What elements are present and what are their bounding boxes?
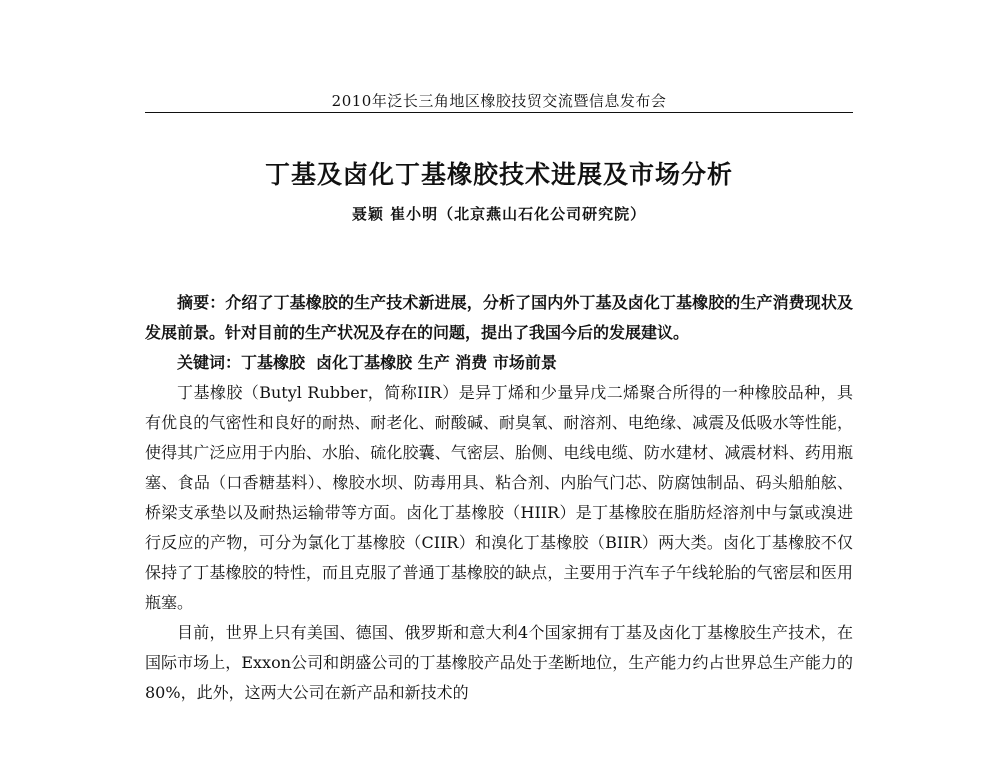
conference-header: 2010年泛长三角地区橡胶技贸交流暨信息发布会 [331,92,667,110]
keywords [145,348,853,378]
abstract [145,288,853,348]
header-rule [145,112,853,113]
keywords-label: 关键词： [177,353,242,372]
body-paragraph-1: 丁基橡胶（Butyl Rubber，简称IIR）是异丁烯和少量异戊二烯聚合所得的一种橡胶品种，具有优良的气密性和良好的耐热、耐老化、耐酸碱、耐臭氧、耐溶剂、电绝缘、减震及低吸水等性能，使得其广泛应用于内胎、水胎、硫化胶囊、气密层、胎侧、电线电缆、防水建材、减震材料、药用瓶塞、食品（口香糖基料）、橡胶水坝、防毒用具、粘合剂、内胎气门芯、防腐蚀制品、码头船舶舷、桥梁支承垫以及耐热运输带等方面。卤化丁基橡胶（HIIR）是丁基橡胶在脂肪烃溶剂中与氯或溴进行反应的产物，可分为氯化丁基橡胶（CIIR）和溴化丁基橡胶（BIIR）两大类。卤化丁基橡胶不仅保持了丁基橡胶的特性，而且克服了普通丁基橡胶的缺点，主要用于汽车子午线轮胎的气密层和医用瓶塞。 [145,383,853,612]
abstract-label: 摘要： [177,293,226,312]
body-paragraph-2: 目前，世界上只有美国、德国、俄罗斯和意大利4个国家拥有丁基及卤化丁基橡胶生产技术，在国际市场上，Exxon公司和朗盛公司的丁基橡胶产品处于垄断地位，生产能力约占世界总生产能力的80%，此外，这两大公司在新产品和新技术的 [145,623,853,702]
abstract-text: 介绍了丁基橡胶的生产技术新进展，分析了国内外丁基及卤化丁基橡胶的生产消费现状及发展前景。针对目前的生产状况及存在的问题，提出了我国今后的发展建议。 [145,293,853,342]
paper-title: 丁基及卤化丁基橡胶技术进展及市场分析 [264,160,733,189]
keywords-text: 丁基橡胶 卤化丁基橡胶 生产 消费 市场前景 [241,353,557,372]
authors-affiliation: 聂颖 崔小明（北京燕山石化公司研究院） [351,205,647,223]
paper-body [145,288,853,708]
